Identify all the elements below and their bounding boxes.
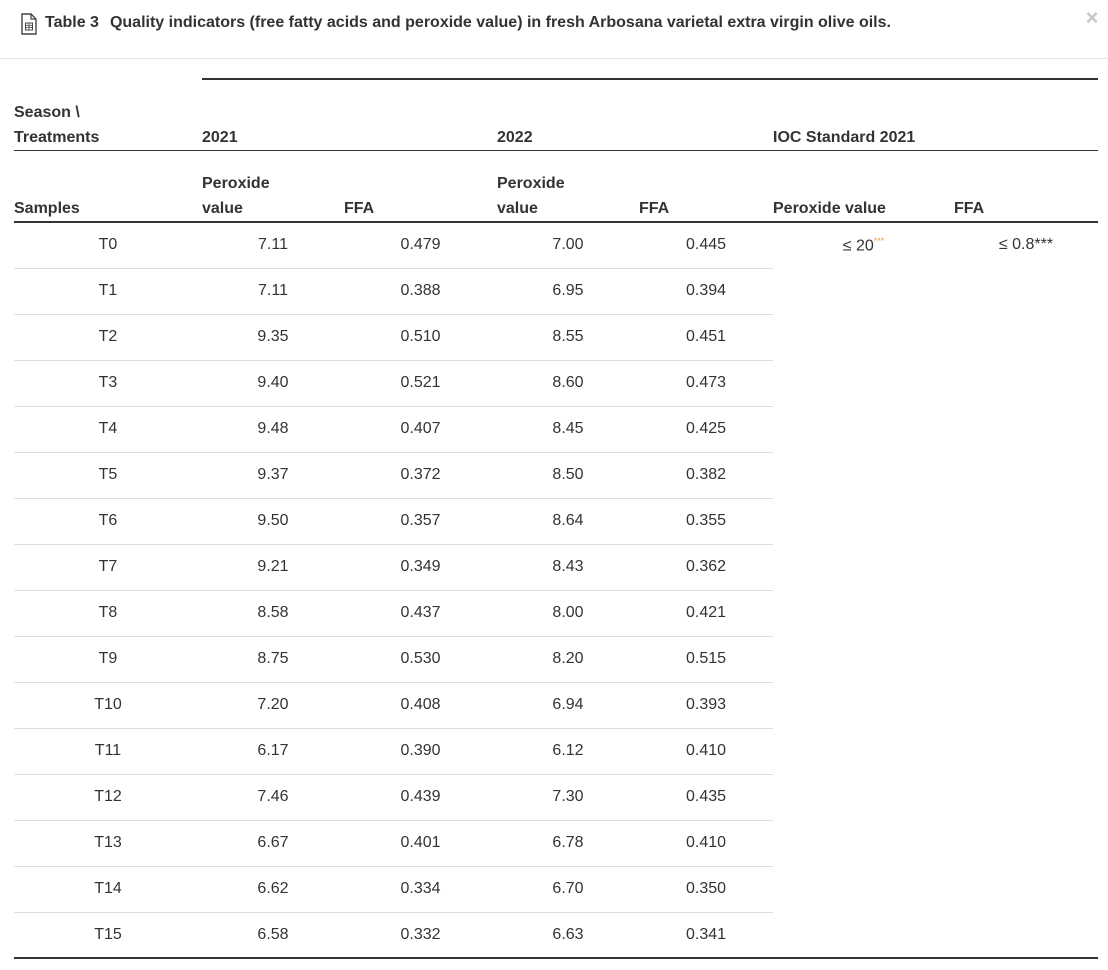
ioc-peroxide-cell xyxy=(773,820,954,866)
peroxide-2022-cell: 8.00 xyxy=(497,590,639,636)
peroxide-2022-cell: 6.94 xyxy=(497,682,639,728)
ffa-2021-cell: 0.521 xyxy=(344,360,497,406)
ioc-ffa-cell xyxy=(954,682,1098,728)
ffa-2022-cell: 0.394 xyxy=(639,268,773,314)
ffa-2022-cell: 0.410 xyxy=(639,820,773,866)
ioc-ffa-cell xyxy=(954,452,1098,498)
ioc-ffa-cell xyxy=(954,820,1098,866)
sample-cell: T12 xyxy=(14,774,202,820)
sample-cell: T6 xyxy=(14,498,202,544)
peroxide-2021-cell: 7.46 xyxy=(202,774,344,820)
ioc-ffa-cell xyxy=(954,912,1098,958)
ffa-2022-cell: 0.393 xyxy=(639,682,773,728)
peroxide-2022-cell: 6.12 xyxy=(497,728,639,774)
year-2022-header: 2022 xyxy=(497,79,773,150)
table-label: Table 3 xyxy=(45,14,99,31)
table-row xyxy=(14,268,1098,314)
sample-cell: T0 xyxy=(14,222,202,268)
ffa-2022-cell: 0.421 xyxy=(639,590,773,636)
peroxide-2022-cell: 8.55 xyxy=(497,314,639,360)
sample-cell: T14 xyxy=(14,866,202,912)
table-row xyxy=(14,314,1098,360)
samples-header: Samples xyxy=(14,150,202,222)
peroxide-2022-header: Peroxide value xyxy=(497,150,639,222)
ffa-2021-cell: 0.437 xyxy=(344,590,497,636)
ffa-2022-cell: 0.362 xyxy=(639,544,773,590)
ffa-2022-cell: 0.355 xyxy=(639,498,773,544)
table-row xyxy=(14,544,1098,590)
peroxide-2022-cell: 8.64 xyxy=(497,498,639,544)
year-2021-header: 2021 xyxy=(202,79,497,150)
ioc-peroxide-footnote-link[interactable]: *** xyxy=(873,236,885,246)
peroxide-2021-header: Peroxide value xyxy=(202,150,344,222)
ioc-peroxide-cell xyxy=(773,866,954,912)
ffa-2021-cell: 0.479 xyxy=(344,222,497,268)
ioc-ffa-cell xyxy=(954,360,1098,406)
sample-cell: T1 xyxy=(14,268,202,314)
season-treatments-header: Season \ Treatments xyxy=(14,79,202,150)
ioc-peroxide-cell xyxy=(773,636,954,682)
ioc-ffa-cell xyxy=(954,866,1098,912)
ffa-2021-cell: 0.372 xyxy=(344,452,497,498)
header-row-season xyxy=(14,79,1098,150)
table-document-icon xyxy=(20,13,38,35)
sample-cell: T8 xyxy=(14,590,202,636)
peroxide-2021-cell: 9.40 xyxy=(202,360,344,406)
ioc-peroxide-value: ≤ 20 xyxy=(842,237,874,255)
peroxide-2021-cell: 9.50 xyxy=(202,498,344,544)
ioc-peroxide-cell xyxy=(773,590,954,636)
peroxide-2022-cell: 6.78 xyxy=(497,820,639,866)
ffa-2022-cell: 0.473 xyxy=(639,360,773,406)
peroxide-2021-cell: 7.11 xyxy=(202,222,344,268)
sample-cell: T7 xyxy=(14,544,202,590)
ffa-2021-cell: 0.439 xyxy=(344,774,497,820)
ffa-2021-cell: 0.530 xyxy=(344,636,497,682)
peroxide-2022-cell: 6.63 xyxy=(497,912,639,958)
table-row xyxy=(14,498,1098,544)
table-row xyxy=(14,452,1098,498)
ffa-2022-cell: 0.435 xyxy=(639,774,773,820)
peroxide-2021-cell: 9.35 xyxy=(202,314,344,360)
peroxide-2022-cell: 6.95 xyxy=(497,268,639,314)
ioc-ffa-cell xyxy=(954,636,1098,682)
header-row-measures xyxy=(14,150,1098,222)
ioc-ffa-cell xyxy=(954,222,1098,268)
ioc-ffa-header: FFA xyxy=(954,150,1098,222)
sample-cell: T5 xyxy=(14,452,202,498)
peroxide-2021-cell: 8.75 xyxy=(202,636,344,682)
ioc-ffa-cell xyxy=(954,498,1098,544)
ioc-peroxide-cell xyxy=(773,728,954,774)
sample-cell: T15 xyxy=(14,912,202,958)
sample-cell: T3 xyxy=(14,360,202,406)
ioc-standard-header: IOC Standard 2021 xyxy=(773,79,1098,150)
table-row xyxy=(14,728,1098,774)
peroxide-2021-cell: 6.62 xyxy=(202,866,344,912)
peroxide-2021-cell: 9.48 xyxy=(202,406,344,452)
quality-indicators-table xyxy=(14,78,1098,959)
ffa-2022-cell: 0.350 xyxy=(639,866,773,912)
sample-cell: T10 xyxy=(14,682,202,728)
ffa-2022-cell: 0.515 xyxy=(639,636,773,682)
table-row xyxy=(14,636,1098,682)
ioc-peroxide-header: Peroxide value xyxy=(773,150,954,222)
ffa-2021-cell: 0.407 xyxy=(344,406,497,452)
peroxide-2021-cell: 6.17 xyxy=(202,728,344,774)
table-title: Quality indicators (free fatty acids and peroxide value) in fresh Arbosana varietal extra virgin olive oils. xyxy=(109,14,891,31)
ffa-2021-cell: 0.332 xyxy=(344,912,497,958)
peroxide-2022-cell: 8.20 xyxy=(497,636,639,682)
ioc-ffa-cell xyxy=(954,774,1098,820)
sample-cell: T4 xyxy=(14,406,202,452)
ffa-2022-cell: 0.425 xyxy=(639,406,773,452)
peroxide-2022-cell: 7.30 xyxy=(497,774,639,820)
ffa-2022-cell: 0.410 xyxy=(639,728,773,774)
peroxide-2022-cell: 8.60 xyxy=(497,360,639,406)
ioc-peroxide-cell xyxy=(773,406,954,452)
table-caption xyxy=(45,14,891,32)
ioc-ffa-cell xyxy=(954,314,1098,360)
sample-cell: T13 xyxy=(14,820,202,866)
peroxide-2021-cell: 6.58 xyxy=(202,912,344,958)
ffa-2021-cell: 0.510 xyxy=(344,314,497,360)
sample-cell: T2 xyxy=(14,314,202,360)
ioc-peroxide-cell xyxy=(773,268,954,314)
ioc-peroxide-cell xyxy=(773,544,954,590)
ioc-ffa-cell xyxy=(954,590,1098,636)
ffa-2022-cell: 0.341 xyxy=(639,912,773,958)
ioc-ffa-cell xyxy=(954,544,1098,590)
table-row xyxy=(14,682,1098,728)
ioc-peroxide-cell xyxy=(773,498,954,544)
sample-cell: T11 xyxy=(14,728,202,774)
ioc-ffa-cell xyxy=(954,268,1098,314)
ioc-peroxide-cell xyxy=(773,452,954,498)
peroxide-2022-cell: 8.50 xyxy=(497,452,639,498)
peroxide-2022-cell: 8.43 xyxy=(497,544,639,590)
ioc-peroxide-cell xyxy=(773,360,954,406)
sample-cell: T9 xyxy=(14,636,202,682)
table-row xyxy=(14,406,1098,452)
table-row xyxy=(14,360,1098,406)
peroxide-2021-cell: 7.20 xyxy=(202,682,344,728)
close-button[interactable]: × xyxy=(1085,5,1099,30)
ioc-ffa-value: ≤ 0.8*** xyxy=(998,236,1054,253)
ioc-peroxide-cell xyxy=(773,682,954,728)
peroxide-2022-cell: 8.45 xyxy=(497,406,639,452)
ffa-2022-cell: 0.445 xyxy=(639,222,773,268)
ffa-2021-cell: 0.334 xyxy=(344,866,497,912)
ffa-2021-cell: 0.408 xyxy=(344,682,497,728)
ffa-2021-cell: 0.390 xyxy=(344,728,497,774)
table-row xyxy=(14,866,1098,912)
ffa-2021-cell: 0.388 xyxy=(344,268,497,314)
ffa-2022-cell: 0.382 xyxy=(639,452,773,498)
ioc-peroxide-cell xyxy=(773,222,954,268)
ffa-2021-cell: 0.349 xyxy=(344,544,497,590)
peroxide-2021-cell: 6.67 xyxy=(202,820,344,866)
peroxide-2021-cell: 7.11 xyxy=(202,268,344,314)
table-row xyxy=(14,590,1098,636)
ioc-ffa-cell xyxy=(954,728,1098,774)
ioc-peroxide-cell xyxy=(773,774,954,820)
ioc-ffa-cell xyxy=(954,406,1098,452)
ffa-2021-cell: 0.401 xyxy=(344,820,497,866)
table-row xyxy=(14,774,1098,820)
table-row xyxy=(14,820,1098,866)
peroxide-2022-cell: 7.00 xyxy=(497,222,639,268)
ffa-2021-header: FFA xyxy=(344,150,497,222)
table-row xyxy=(14,912,1098,958)
table-row xyxy=(14,222,1098,268)
peroxide-2021-cell: 9.21 xyxy=(202,544,344,590)
peroxide-2021-cell: 9.37 xyxy=(202,452,344,498)
table-body xyxy=(14,222,1098,958)
ffa-2022-cell: 0.451 xyxy=(639,314,773,360)
ioc-peroxide-cell xyxy=(773,314,954,360)
modal-header xyxy=(0,0,1108,59)
peroxide-2021-cell: 8.58 xyxy=(202,590,344,636)
ffa-2021-cell: 0.357 xyxy=(344,498,497,544)
peroxide-2022-cell: 6.70 xyxy=(497,866,639,912)
ffa-2022-header: FFA xyxy=(639,150,773,222)
ioc-peroxide-cell xyxy=(773,912,954,958)
